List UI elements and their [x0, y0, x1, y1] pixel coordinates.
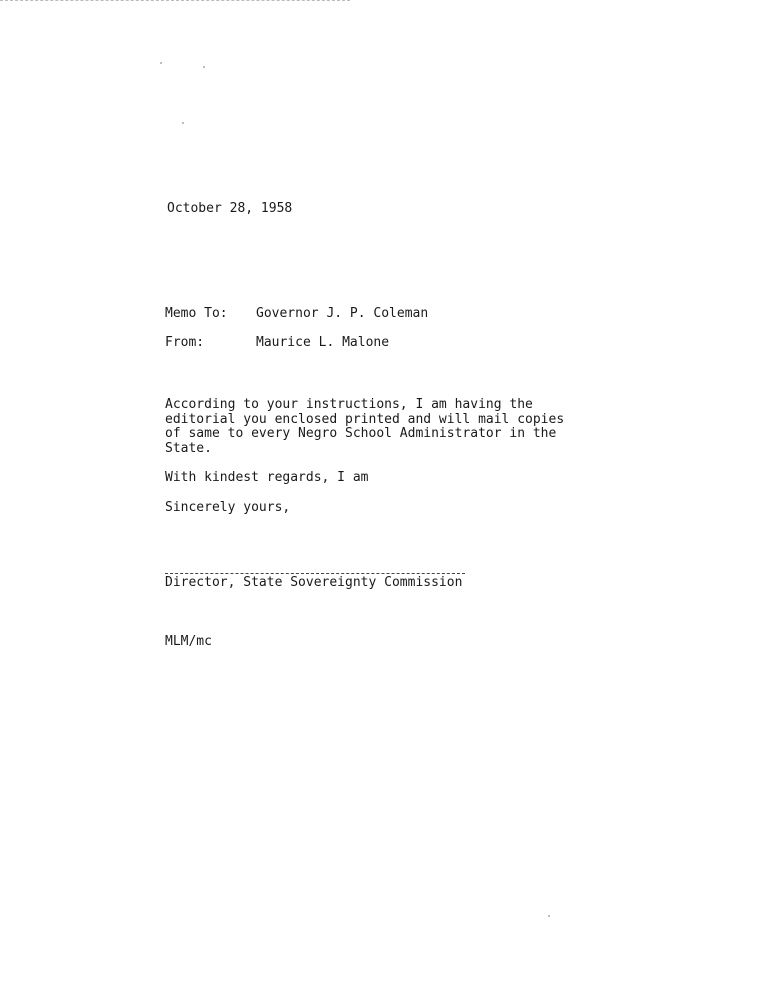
- scan-speck: [160, 62, 162, 64]
- memo-to-recipient: Governor J. P. Coleman: [256, 306, 429, 321]
- body-line: of same to every Negro School Administrator in the: [165, 426, 557, 441]
- body-line: editorial you enclosed printed and will mail copies: [165, 411, 565, 427]
- memo-regards: With kindest regards, I am: [165, 470, 369, 485]
- scan-speck: [203, 66, 205, 68]
- memo-date: October 28, 1958: [167, 201, 293, 216]
- signature-line: [165, 573, 465, 574]
- reference-initials: MLM/mc: [165, 634, 212, 649]
- body-line: State.: [165, 440, 212, 456]
- memo-from-sender: Maurice L. Malone: [256, 335, 390, 350]
- body-line: According to your instructions, I am having the: [165, 397, 533, 412]
- memo-from-label: From:: [165, 335, 205, 350]
- memo-closing: Sincerely yours,: [165, 500, 291, 515]
- signature-title: Director, State Sovereignty Commission: [165, 575, 463, 590]
- top-scan-edge: [0, 0, 350, 1]
- memo-body: [165, 397, 635, 455]
- scan-speck: [182, 122, 184, 124]
- memo-to-label: Memo To:: [165, 306, 228, 321]
- scan-speck: [548, 915, 550, 917]
